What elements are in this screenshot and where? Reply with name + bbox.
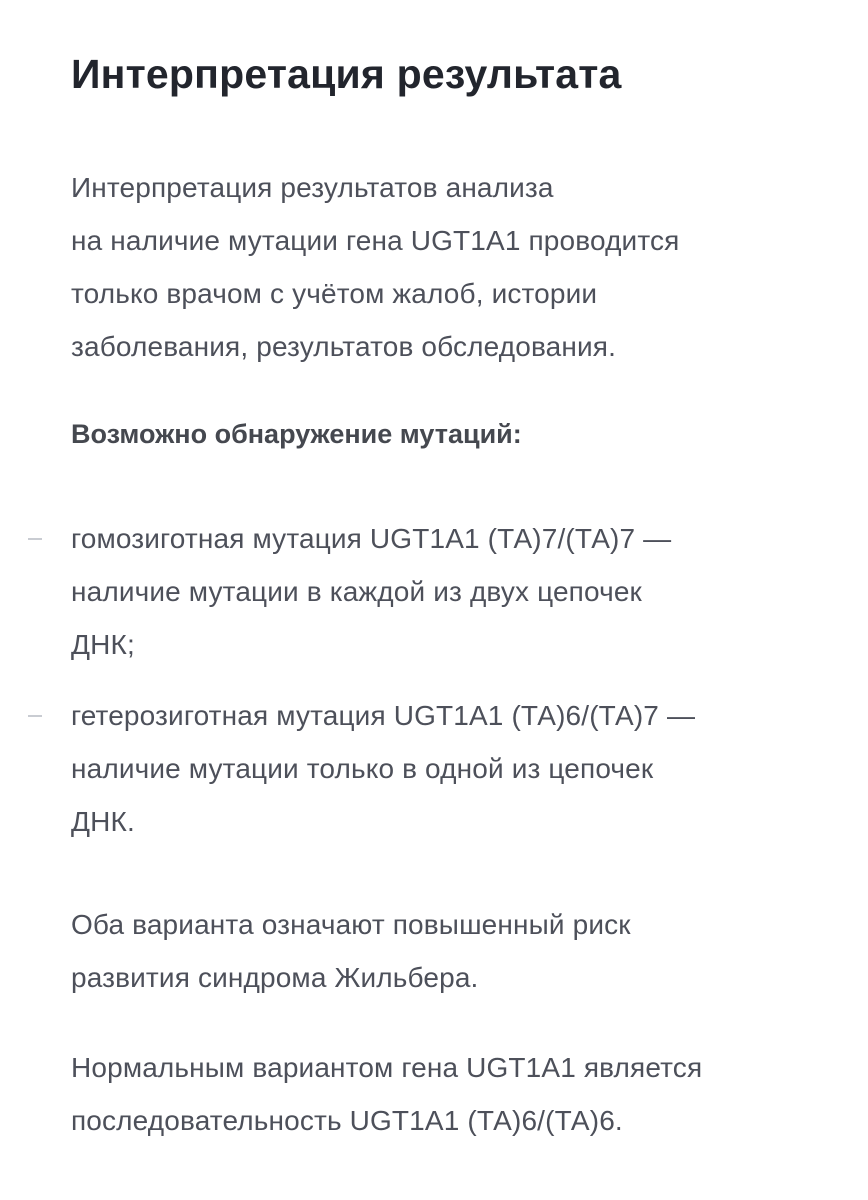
mutations-heading: Возможно обнаружение мутаций: xyxy=(71,419,522,449)
intro-line: на наличие мутации гена UGT1A1 проводится xyxy=(71,225,680,256)
conclusion-paragraph xyxy=(71,898,631,1004)
conclusion-line: Оба варианта означают повышенный риск xyxy=(71,909,631,940)
normal-variant-line: Нормальным вариантом гена UGT1A1 является xyxy=(71,1052,703,1083)
list-item-line: ДНК. xyxy=(71,806,135,837)
list-item-line: наличие мутации в каждой из двух цепочек xyxy=(71,576,642,607)
list-item-text xyxy=(71,512,671,671)
list-item-line: ДНК; xyxy=(71,629,135,660)
intro-line: Интерпретация результатов анализа xyxy=(71,172,554,203)
normal-variant-paragraph xyxy=(71,1041,702,1147)
page-title: Интерпретация результата xyxy=(71,51,622,97)
intro-line: только врачом с учётом жалоб, истории xyxy=(71,278,598,309)
intro-line: заболевания, результатов обследования. xyxy=(71,331,617,362)
list-item-line: наличие мутации только в одной из цепочек xyxy=(71,753,654,784)
normal-variant-line: последовательность UGT1A1 (ТА)6/(ТА)6. xyxy=(71,1105,623,1136)
intro-paragraph xyxy=(71,161,679,373)
dash-bullet-icon xyxy=(28,715,42,717)
conclusion-line: развития синдрома Жильбера. xyxy=(71,962,479,993)
dash-bullet-icon xyxy=(28,538,42,540)
list-item-text xyxy=(71,689,695,848)
list-item-line: гомозиготная мутация UGT1A1 (ТА)7/(ТА)7 — xyxy=(71,523,672,554)
list-item-line: гетерозиготная мутация UGT1A1 (ТА)6/(ТА)7 — xyxy=(71,700,696,731)
